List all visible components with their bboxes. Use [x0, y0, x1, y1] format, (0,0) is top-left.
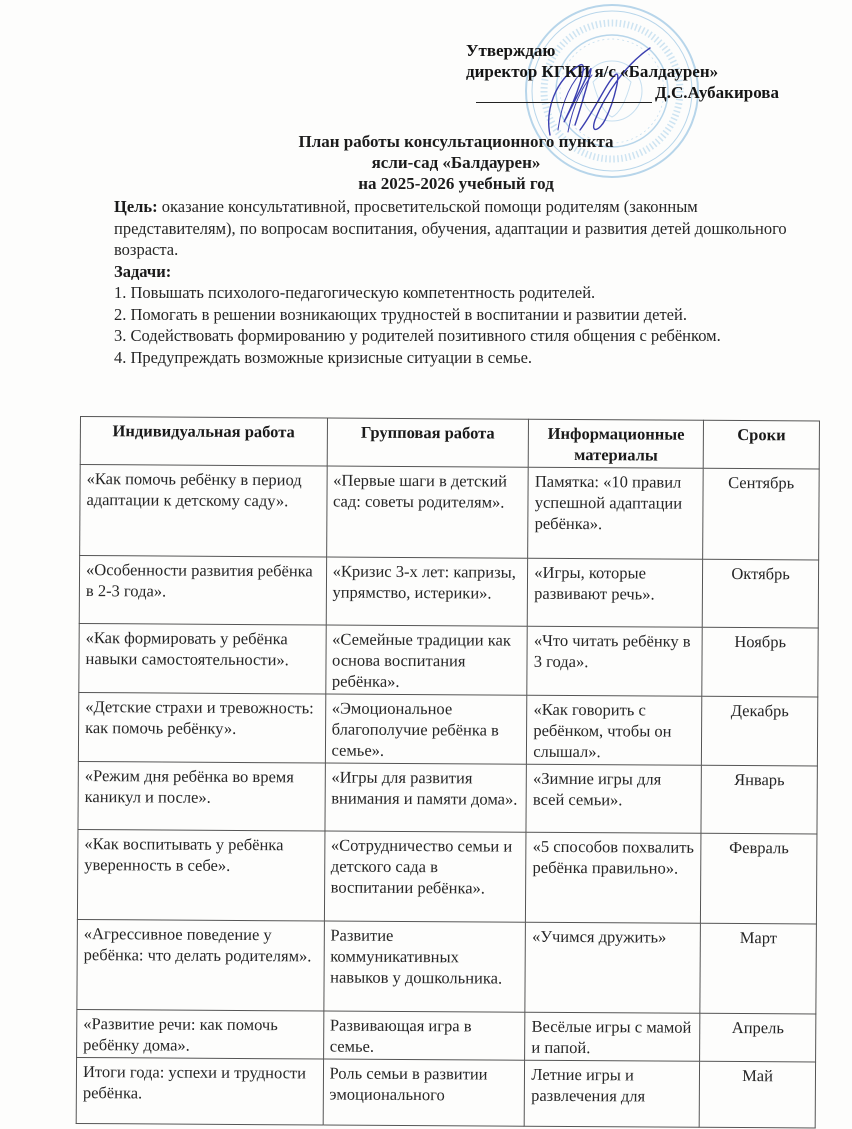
title-line-2: ясли-сад «Балдаурен» [371, 153, 541, 172]
cell-month: Февраль [701, 833, 817, 924]
signature-line [476, 85, 652, 103]
cell-month: Декабрь [702, 696, 818, 766]
table-row [76, 1057, 815, 1128]
cell-month: Март [700, 923, 816, 1014]
cell-month: Апрель [700, 1013, 816, 1062]
task-item: 2. Помогать в решении возникающих трудностей в воспитании и развитии детей. [114, 304, 687, 324]
cell-info: Летние игры и развлечения для [524, 1060, 699, 1127]
cell-info: «Игры, которые развивают речь». [528, 558, 703, 627]
cell-individual: Итоги года: успехи и трудности ребёнка. [76, 1057, 323, 1125]
cell-group: «Кризис 3-х лет: капризы, упрямство, истерики». [326, 557, 528, 626]
cell-info: «Учимся дружить» [525, 922, 700, 1013]
document-title [0, 131, 852, 194]
goal-paragraph [114, 196, 814, 261]
tasks-label: Задачи: [114, 261, 172, 281]
cell-group: «Эмоциональное благополучие ребёнка в семье». [325, 694, 527, 764]
cell-month: Май [699, 1061, 815, 1128]
cell-group: Развивающая игра в семье. [323, 1011, 525, 1060]
cell-info: «Как говорить с ребёнком, чтобы он слышал». [527, 695, 702, 765]
cell-group: «Сотрудничество семьи и детского сада в воспитании ребёнка». [324, 831, 526, 922]
table-row [80, 465, 820, 561]
cell-individual: «Агрессивное поведение у ребёнка: что делать родителям». [77, 919, 324, 1011]
approval-title: Утверждаю [466, 41, 556, 60]
cell-month: Январь [701, 765, 817, 834]
approval-block [466, 40, 779, 103]
cell-info: Весёлые игры с мамой и папой. [525, 1012, 700, 1061]
document-body [114, 196, 814, 368]
title-line-1: План работы консультационного пункта [298, 132, 614, 151]
plan-table [76, 416, 820, 1129]
cell-individual: «Как помочь ребёнку в период адаптации к детскому саду». [80, 465, 327, 558]
cell-info: «Зимние игры для всей семьи». [526, 764, 701, 833]
cell-month: Сентябрь [703, 468, 819, 560]
cell-info: «5 способов похвалить ребёнка правильно». [526, 832, 701, 923]
cell-individual: «Как воспитывать у ребёнка уверенность в себе». [77, 829, 324, 921]
table-row [77, 919, 817, 1014]
table-row [77, 1009, 816, 1062]
cell-individual: «Особенности развития ребёнка в 2-3 года». [79, 556, 326, 626]
table-row [79, 556, 818, 629]
cell-group: «Игры для развития внимания и памяти дома». [325, 763, 527, 832]
title-line-3: на 2025-2026 учебный год [358, 174, 554, 193]
cell-month: Ноябрь [702, 627, 818, 697]
task-item: 1. Повышать психолого-педагогическую компетентность родителей. [114, 283, 596, 302]
cell-individual: «Развитие речи: как помочь ребёнку дома». [77, 1009, 324, 1059]
cell-info: Памятка: «10 правил успешной адаптации ребёнка». [528, 467, 703, 559]
table-row [77, 829, 817, 924]
goal-text: оказание консультативной, просветительской помощи родителям (законным представителям), по вопросам воспитания, обучения, адаптации и развития детей дошкольного возраста. [114, 197, 787, 259]
signatory-name: Д.С.Аубакирова [655, 83, 779, 102]
cell-individual: «Как формировать у ребёнка навыки самостоятельности». [79, 623, 326, 694]
cell-group: Роль семьи в развитии эмоционального [323, 1059, 525, 1126]
table-row [78, 761, 817, 834]
task-item: 3. Содействовать формированию у родителей позитивного стиля общения с ребёнком. [114, 326, 721, 345]
table-row [78, 692, 817, 766]
table-row [79, 623, 818, 697]
approval-position: директор КГКП я/с «Балдаурен» [466, 62, 719, 81]
header-individual: Индивидуальная работа [80, 417, 327, 467]
table-header-row [80, 417, 819, 470]
cell-month: Октябрь [702, 559, 818, 628]
header-info: Информационные материалы [528, 419, 703, 468]
cell-individual: «Детские страхи и тревожность: как помочь ребёнку». [78, 692, 325, 763]
header-month: Сроки [703, 420, 819, 469]
cell-group: «Первые шаги в детский сад: советы родителям». [326, 466, 528, 558]
cell-group: «Семейные традиции как основа воспитания ребёнка». [325, 625, 527, 695]
cell-group: Развитие коммуникативных навыков у дошкольника. [323, 921, 525, 1012]
header-group: Групповая работа [327, 418, 529, 467]
cell-individual: «Режим дня ребёнка во время каникул и после». [78, 761, 325, 831]
task-item: 4. Предупреждать возможные кризисные ситуации в семье. [114, 347, 533, 367]
goal-label: Цель: [114, 197, 158, 216]
cell-info: «Что читать ребёнку в 3 года». [527, 626, 702, 696]
